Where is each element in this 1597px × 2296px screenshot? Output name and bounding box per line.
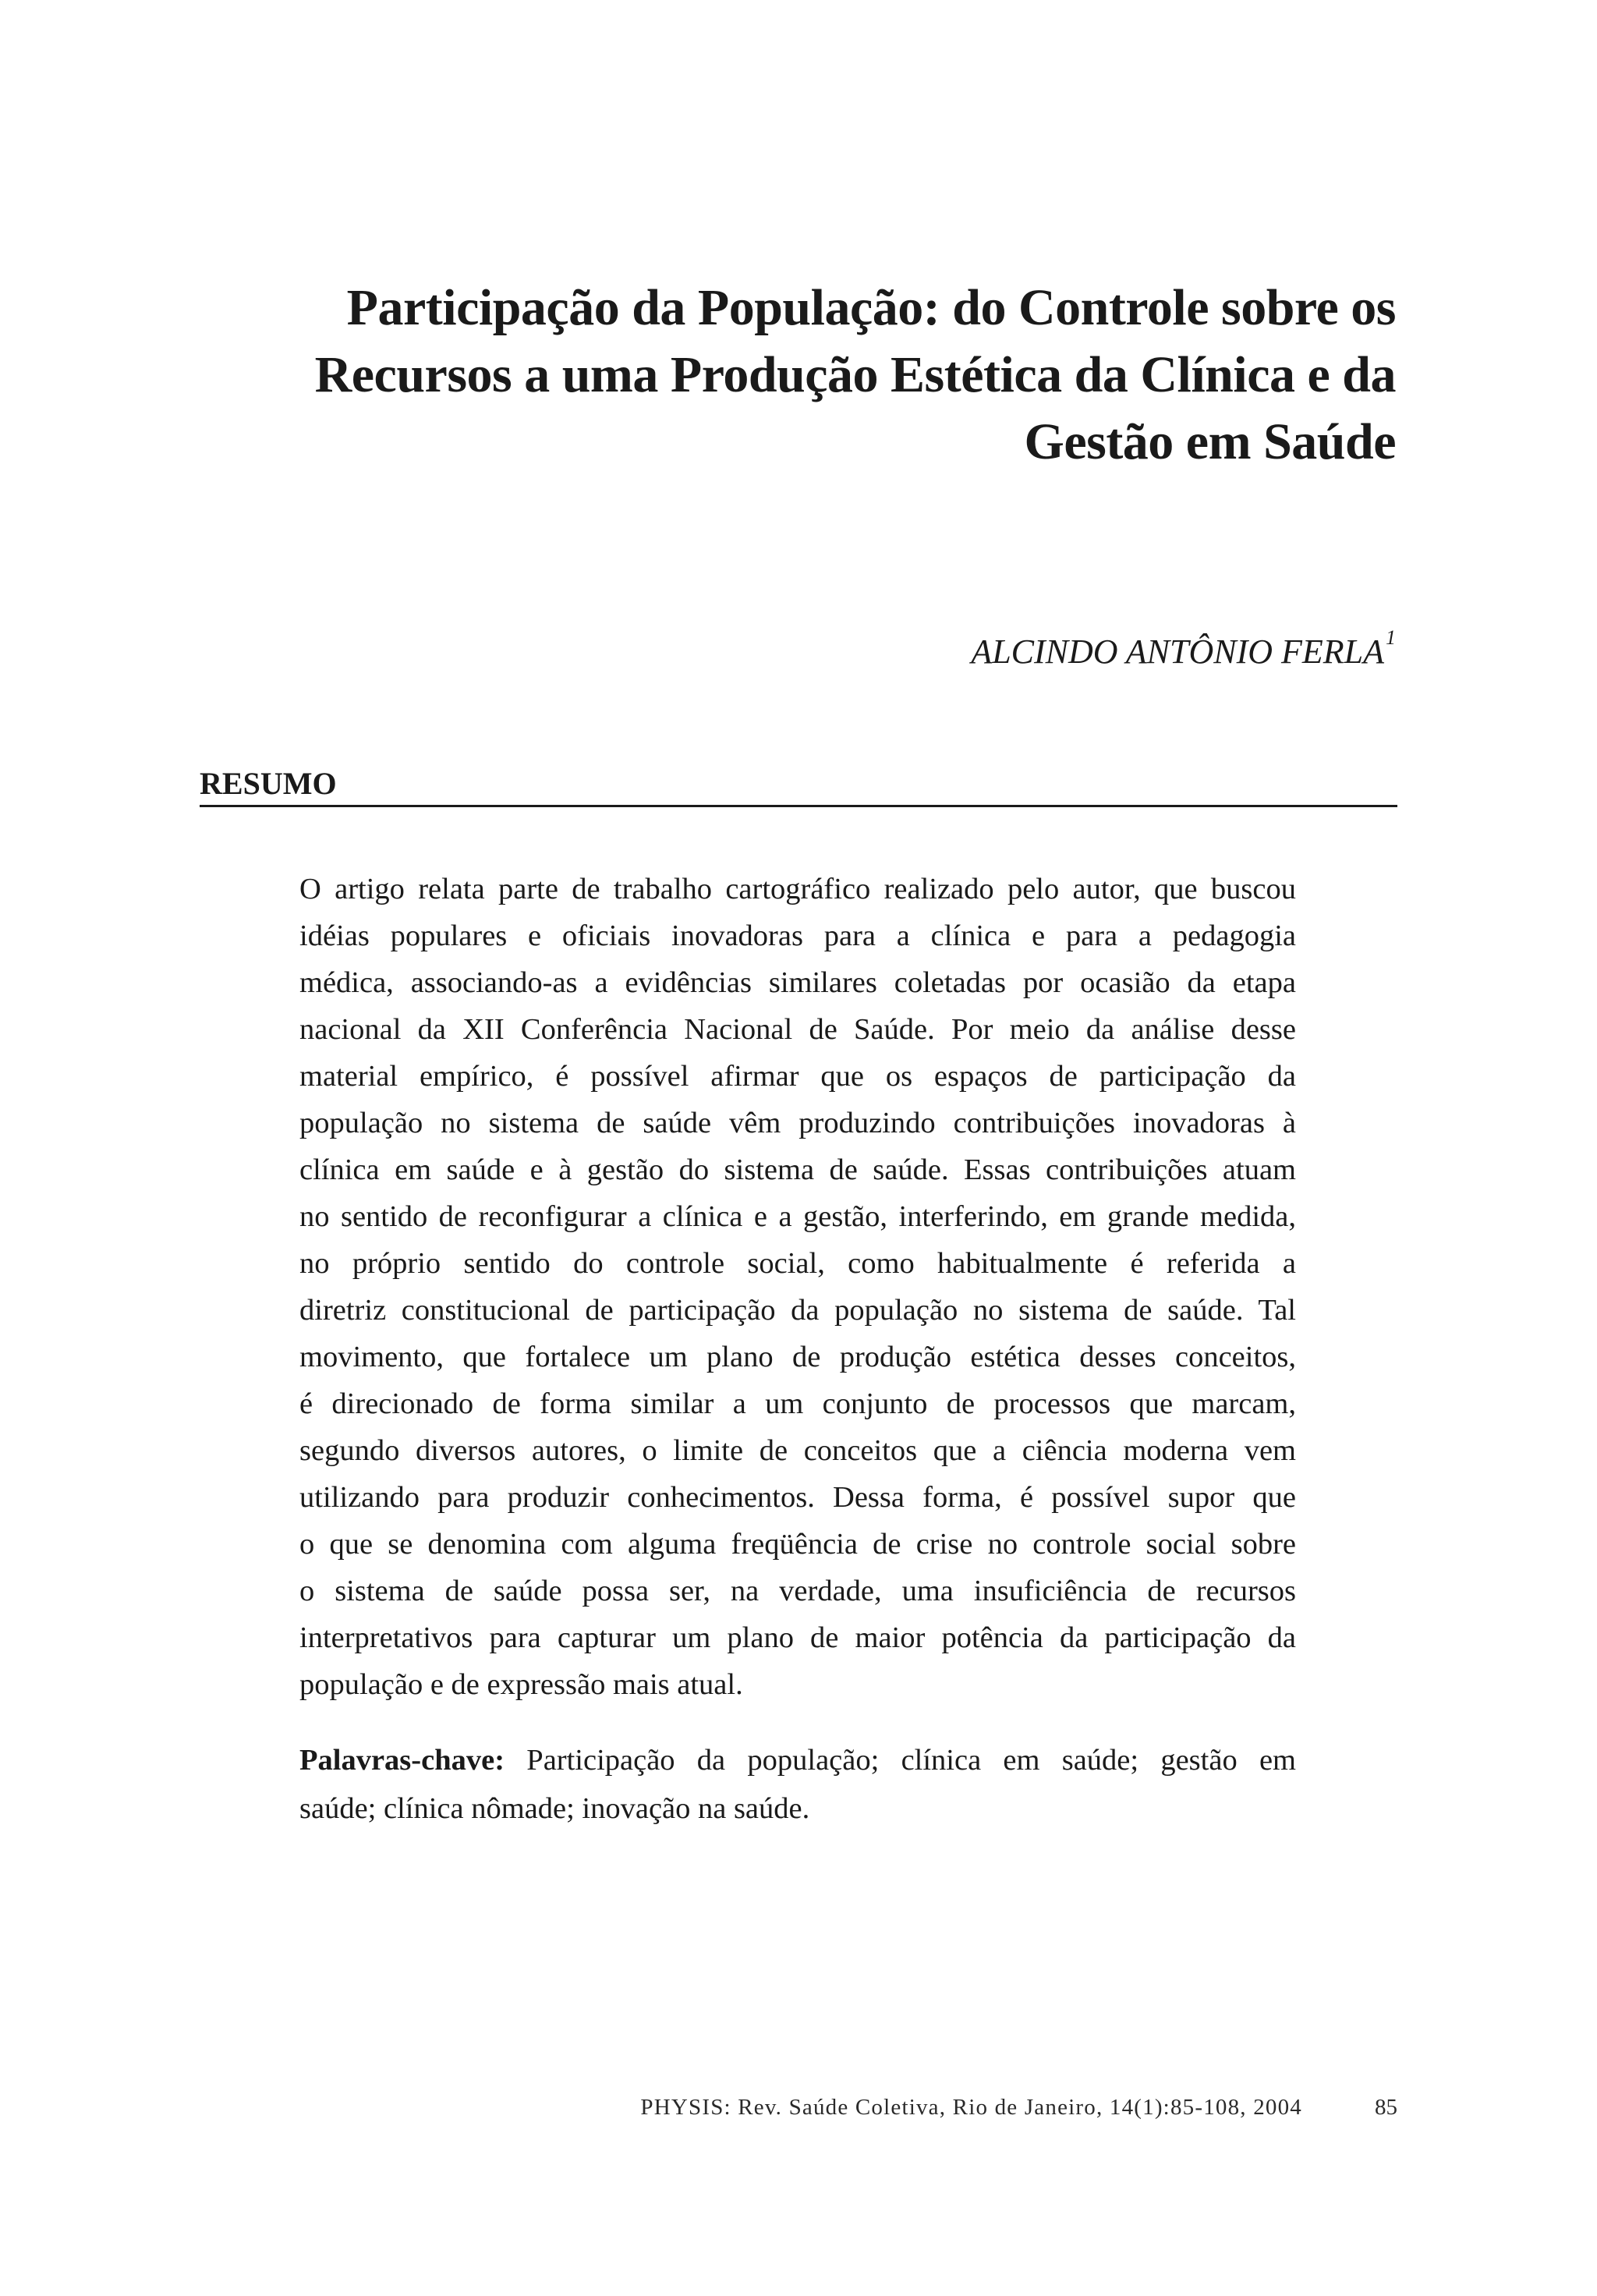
abstract-line: segundo diversos autores, o limite de conceitos que a ciência moderna vem — [299, 1434, 1296, 1467]
page-number: 85 — [1375, 2095, 1397, 2120]
author-footnote-marker[interactable]: 1 — [1386, 626, 1396, 649]
abstract-line: o que se denomina com alguma freqüência de crise no controle social sobre — [299, 1528, 1296, 1561]
abstract-line: clínica em saúde e à gestão do sistema de saúde. Essas contribuições atuam — [299, 1153, 1296, 1186]
abstract-line: diretriz constitucional de participação da população no sistema de saúde. Tal — [299, 1294, 1296, 1327]
keywords-paragraph — [299, 1736, 1296, 1833]
abstract-line: o sistema de saúde possa ser, na verdade, uma insuficiência de recursos — [299, 1575, 1296, 1607]
abstract-line: O artigo relata parte de trabalho cartográfico realizado pelo autor, que buscou — [299, 873, 1296, 905]
abstract-line: utilizando para produzir conhecimentos. Dessa forma, é possível supor que — [299, 1481, 1296, 1514]
keywords-line: saúde; clínica nômade; inovação na saúde. — [299, 1792, 810, 1825]
abstract-line: material empírico, é possível afirmar que os espaços de participação da — [299, 1060, 1296, 1093]
abstract-line: movimento, que fortalece um plano de produção estética desses conceitos, — [299, 1341, 1296, 1373]
keywords-text: Participação da população; clínica em saúde; gestão em — [526, 1744, 1296, 1777]
keywords-line — [299, 1736, 1296, 1784]
keywords-label: Palavras-chave: — [299, 1744, 505, 1777]
abstract-line: nacional da XII Conferência Nacional de Saúde. Por meio da análise desse — [299, 1013, 1296, 1046]
title-line: Recursos a uma Produção Estética da Clínica e da — [314, 346, 1396, 403]
journal-citation: PHYSIS: Rev. Saúde Coletiva, Rio de Janeiro, 14(1):85-108, 2004 — [640, 2095, 1302, 2120]
abstract-line: é direcionado de forma similar a um conjunto de processos que marcam, — [299, 1387, 1296, 1420]
abstract-line: no sentido de reconfigurar a clínica e a gestão, interferindo, em grande medida, — [299, 1200, 1296, 1233]
abstract-heading: RESUMO — [200, 764, 1397, 807]
article-title — [195, 275, 1396, 476]
title-line: Gestão em Saúde — [1024, 413, 1396, 470]
abstract-line: idéias populares e oficiais inovadoras para a clínica e para a pedagogia — [299, 919, 1296, 952]
abstract-line: população no sistema de saúde vêm produzindo contribuições inovadoras à — [299, 1107, 1296, 1139]
abstract-line: médica, associando-as a evidências similares coletadas por ocasião da etapa — [299, 966, 1296, 999]
author-byline — [780, 626, 1396, 675]
abstract-body — [299, 866, 1296, 1708]
abstract-line: população e de expressão mais atual. — [299, 1668, 743, 1701]
abstract-line: interpretativos para capturar um plano de maior potência da participação da — [299, 1621, 1296, 1654]
author-name: ALCINDO ANTÔNIO FERLA — [971, 632, 1384, 671]
abstract-line: no próprio sentido do controle social, como habitualmente é referida a — [299, 1247, 1296, 1280]
title-line: Participação da População: do Controle sobre os — [346, 279, 1396, 336]
